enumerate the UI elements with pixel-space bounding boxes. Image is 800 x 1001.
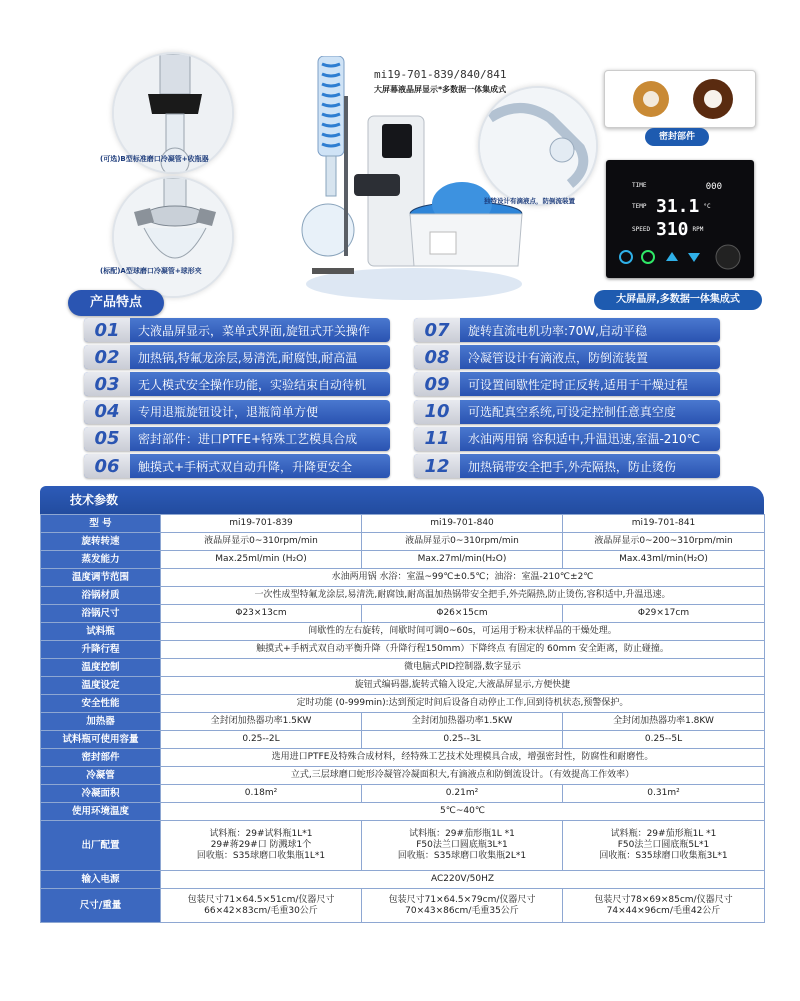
feature-item xyxy=(84,372,390,396)
feature-number: 08 xyxy=(414,345,460,369)
spec-label: 温度控制 xyxy=(41,659,161,677)
model-subtitle: 大屏幕液晶屏显示*多数据一体集成式 xyxy=(374,85,507,94)
spec-value: 全封闭加热器功率1.5KW xyxy=(362,713,563,731)
spec-value-line: 回收瓶：S35球磨口收集瓶3L*1 xyxy=(599,851,728,861)
spec-value: 触摸式+手柄式双自动平衡升降（升降行程150mm）下降终点 有固定的 60mm 安全距离，防止碰撞。 xyxy=(161,641,765,659)
lcd-display-panel xyxy=(606,160,754,278)
spec-label: 安全性能 xyxy=(41,695,161,713)
down-arrow-icon xyxy=(688,253,700,262)
spec-value: Φ23×13cm xyxy=(161,605,362,623)
spec-label: 温度设定 xyxy=(41,677,161,695)
feature-number: 10 xyxy=(414,400,460,424)
feature-number: 07 xyxy=(414,318,460,342)
spec-label: 冷凝面积 xyxy=(41,785,161,803)
spec-value: 全封闭加热器功率1.8KW xyxy=(563,713,765,731)
spec-label: 温度调节范围 xyxy=(41,569,161,587)
condenser-a-caption: (标配)A型球磨口冷凝管+球形夹 xyxy=(100,267,202,275)
screen-temp-label: TEMP xyxy=(632,203,647,210)
feature-number: 01 xyxy=(84,318,130,342)
feature-text: 水油两用锅 容积适中,升温迅速,室温-210℃ xyxy=(468,432,701,447)
feature-text: 大液晶屏显示，菜单式界面,旋钮式开关操作 xyxy=(138,323,370,338)
spec-value: Max.27ml/min(H₂O) xyxy=(362,551,563,569)
feature-number: 03 xyxy=(84,372,130,396)
spec-value: mi19-701-841 xyxy=(563,515,765,533)
spec-row xyxy=(41,713,765,731)
spec-value: AC220V/50HZ xyxy=(161,871,765,889)
feature-number: 09 xyxy=(414,372,460,396)
feature-item xyxy=(84,427,390,451)
feature-item xyxy=(414,345,720,369)
feature-text: 专用退瓶旋钮设计，退瓶简单方便 xyxy=(138,405,319,420)
feature-number: 04 xyxy=(84,400,130,424)
spec-value: Φ26×15cm xyxy=(362,605,563,623)
features-title: 产品特点 xyxy=(68,290,164,316)
spec-value xyxy=(362,821,563,871)
screen-speed-label: SPEED xyxy=(632,226,651,233)
spec-row xyxy=(41,821,765,871)
spec-row xyxy=(41,569,765,587)
screen-time-label: TIME xyxy=(632,182,647,189)
feature-text: 触摸式+手柄式双自动升降，升降更安全 xyxy=(138,459,353,474)
feature-number: 06 xyxy=(84,454,130,478)
spec-value: 0.25--3L xyxy=(362,731,563,749)
spec-table-title: 技术参数 xyxy=(40,486,764,514)
spec-value: 一次性成型特氟龙涂层,易清洗,耐腐蚀,耐高温加热锅带安全把手,外壳隔热,防止烫伤,容积适中,升温迅速。 xyxy=(161,587,765,605)
spec-label: 试料瓶 xyxy=(41,623,161,641)
spec-value-line: F50法兰口圆底瓶5L*1 xyxy=(617,840,710,850)
spec-label: 加热器 xyxy=(41,713,161,731)
spec-row xyxy=(41,889,765,923)
spec-value: 旋钮式编码器,旋转式输入设定,大液晶屏显示,方便快捷 xyxy=(161,677,765,695)
spec-row xyxy=(41,871,765,889)
spec-value: 间歇性的左右旋转，间歇时间可调0~60s，可运用于粉末状样品的干燥处理。 xyxy=(161,623,765,641)
feature-item xyxy=(414,372,720,396)
spec-label: 蒸发能力 xyxy=(41,551,161,569)
spec-value: 液晶屏显示0~200~310rpm/min xyxy=(563,533,765,551)
feature-text: 冷凝管设计有滴液点，防倒流装置 xyxy=(468,350,649,365)
spec-row xyxy=(41,677,765,695)
spec-table xyxy=(40,514,765,923)
spec-value: 0.31m² xyxy=(563,785,765,803)
seal-parts-image xyxy=(604,70,756,128)
spec-value: mi19-701-840 xyxy=(362,515,563,533)
spec-row xyxy=(41,767,765,785)
spec-label: 输入电源 xyxy=(41,871,161,889)
drip-point-image xyxy=(478,86,598,206)
feature-number: 11 xyxy=(414,427,460,451)
spec-row xyxy=(41,605,765,623)
control-knob-icon xyxy=(716,245,740,269)
spec-value: 0.25--5L xyxy=(563,731,765,749)
spec-value-line: F50法兰口圆底瓶3L*1 xyxy=(416,840,508,850)
spec-row xyxy=(41,749,765,767)
spec-value: Max.43ml/min(H₂O) xyxy=(563,551,765,569)
condenser-a-image xyxy=(112,176,234,298)
feature-item xyxy=(414,427,720,451)
spec-value xyxy=(563,821,765,871)
screen-speed-unit: RPM xyxy=(692,226,704,233)
spec-row xyxy=(41,533,765,551)
feature-text: 加热锅,特氟龙涂层,易清洗,耐腐蚀,耐高温 xyxy=(138,350,358,365)
spec-label: 浴锅尺寸 xyxy=(41,605,161,623)
spec-value: 液晶屏显示0~310rpm/min xyxy=(161,533,362,551)
spec-label: 密封部件 xyxy=(41,749,161,767)
condenser-b-caption: (可选)B型标准磨口冷凝管+收瓶器 xyxy=(100,155,209,163)
spec-value-line: 试料瓶：29#茄形瓶1L *1 xyxy=(409,829,515,839)
feature-number: 02 xyxy=(84,345,130,369)
spec-value: 5℃~40℃ xyxy=(161,803,765,821)
spec-label: 型 号 xyxy=(41,515,161,533)
spec-value: 0.21m² xyxy=(362,785,563,803)
start-icon xyxy=(642,251,654,263)
spec-label: 尺寸/重量 xyxy=(41,889,161,923)
feature-item xyxy=(84,318,390,342)
spec-label: 使用环境温度 xyxy=(41,803,161,821)
lcd-display-label: 大屏晶屏,多数据一体集成式 xyxy=(594,290,762,310)
spec-value: 选用进口PTFE及特殊合成材料，经特殊工艺技术处理模具合成，增强密封性，防腐性和耐磨性。 xyxy=(161,749,765,767)
spec-label: 旋转转速 xyxy=(41,533,161,551)
spec-value: Φ29×17cm xyxy=(563,605,765,623)
feature-item xyxy=(414,318,720,342)
spec-value: 0.25--2L xyxy=(161,731,362,749)
spec-label: 浴锅材质 xyxy=(41,587,161,605)
spec-value: 包装尺寸71×64.5×51cm/仪器尺寸66×42×83cm/毛重30公斤 xyxy=(161,889,362,923)
spec-value-line: 试料瓶：29#茄形瓶1L *1 xyxy=(610,829,717,839)
spec-row xyxy=(41,659,765,677)
feature-text: 可设置间歇性定时正反转,适用于干燥过程 xyxy=(468,377,688,392)
spec-value: 立式,三层球磨口蛇形冷凝管冷凝面积大,有滴液点和防倒流设计。（有效提高工作效率） xyxy=(161,767,765,785)
spec-row xyxy=(41,515,765,533)
spec-row xyxy=(41,551,765,569)
spec-label: 试料瓶可使用容量 xyxy=(41,731,161,749)
feature-number: 12 xyxy=(414,454,460,478)
spec-value: 包装尺寸71×64.5×79cm/仪器尺寸70×43×86cm/毛重35公斤 xyxy=(362,889,563,923)
spec-row xyxy=(41,731,765,749)
spec-value: 包装尺寸78×69×85cm/仪器尺寸74×44×96cm/毛重42公斤 xyxy=(563,889,765,923)
feature-item xyxy=(414,400,720,424)
spec-row xyxy=(41,785,765,803)
feature-text: 旋转直流电机功率:70W,启动平稳 xyxy=(468,323,647,338)
feature-item xyxy=(414,454,720,478)
spec-label: 出厂配置 xyxy=(41,821,161,871)
model-title: mi19-701-839/840/841 xyxy=(374,68,507,81)
feature-text: 无人模式安全操作功能，实验结束自动待机 xyxy=(138,377,367,392)
spec-value-line: 试料瓶：29#试料瓶1L*1 xyxy=(209,829,313,839)
spec-value: mi19-701-839 xyxy=(161,515,362,533)
feature-item xyxy=(84,454,390,478)
spec-label: 冷凝管 xyxy=(41,767,161,785)
seal-parts-label: 密封部件 xyxy=(645,128,709,146)
spec-value-line: 29#蒋29#口 防溅球1个 xyxy=(210,840,312,850)
screen-speed-value: 310 xyxy=(656,219,689,240)
feature-text: 加热锅带安全把手,外壳隔热，防止烫伤 xyxy=(468,459,676,474)
spec-row xyxy=(41,623,765,641)
feature-text: 密封部件：进口PTFE+特殊工艺模具合成 xyxy=(138,432,358,447)
spec-value: 0.18m² xyxy=(161,785,362,803)
feature-text: 可选配真空系统,可设定控制任意真空度 xyxy=(468,405,676,420)
spec-value-line: 回收瓶：S35球磨口收集瓶2L*1 xyxy=(397,851,527,861)
spec-row xyxy=(41,587,765,605)
spec-value: 水油两用锅 水浴：室温~99℃±0.5℃；油浴：室温-210℃±2℃ xyxy=(161,569,765,587)
drip-point-caption: 独特设计有滴液点，防倒流装置 xyxy=(484,197,575,205)
spec-value: 全封闭加热器功率1.5KW xyxy=(161,713,362,731)
feature-item xyxy=(84,400,390,424)
spec-row xyxy=(41,803,765,821)
spec-row xyxy=(41,641,765,659)
spec-row xyxy=(41,695,765,713)
feature-number: 05 xyxy=(84,427,130,451)
spec-value-line: 回收瓶：S35球磨口收集瓶1L*1 xyxy=(196,851,326,861)
screen-temp-value: 31.1 xyxy=(656,196,700,217)
screen-time-value: 000 xyxy=(705,182,722,192)
spec-label: 升降行程 xyxy=(41,641,161,659)
feature-item xyxy=(84,345,390,369)
spec-value: Max.25ml/min (H₂O) xyxy=(161,551,362,569)
spec-value: 微电脑式PID控制器,数字显示 xyxy=(161,659,765,677)
up-arrow-icon xyxy=(666,252,678,261)
product-hero xyxy=(0,0,800,318)
spec-table-section xyxy=(40,486,764,975)
spec-value xyxy=(161,821,362,871)
power-icon xyxy=(620,251,632,263)
spec-value: 液晶屏显示0~310rpm/min xyxy=(362,533,563,551)
screen-temp-unit: °C xyxy=(703,203,711,210)
spec-value: 定时功能 (0-999min):达到预定时间后设备自动停止工作,回到待机状态,预警保护。 xyxy=(161,695,765,713)
